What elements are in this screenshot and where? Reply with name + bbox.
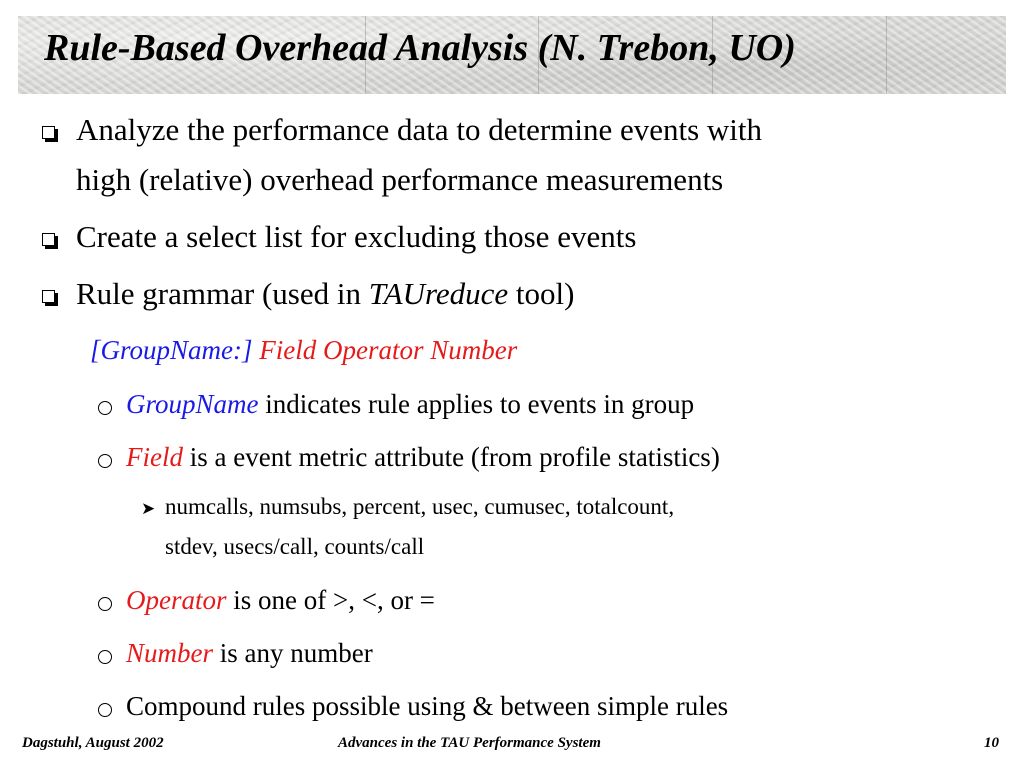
bullet-3-text-before: Rule grammar (used in <box>76 276 369 311</box>
term-groupname: GroupName <box>126 389 259 419</box>
circle-bullet-icon <box>98 401 112 415</box>
circle-bullet-icon <box>98 703 112 717</box>
circle-bullet-icon <box>98 454 112 468</box>
term-number: Number <box>126 638 213 668</box>
grammar-group: [GroupName:] <box>90 335 253 365</box>
square-bullet-icon <box>42 233 55 246</box>
bullet-1-line-2: high (relative) overhead performance measurements <box>76 162 724 197</box>
grammar-rest: Field Operator Number <box>259 335 518 365</box>
subbullet-number <box>126 638 373 669</box>
desc-groupname: indicates rule applies to events in group <box>258 389 695 419</box>
bullet-2: Create a select list for excluding those events <box>76 219 637 254</box>
subbullet-groupname <box>126 389 694 420</box>
subbullet-compound: Compound rules possible using & between simple rules <box>126 691 729 721</box>
square-bullet-icon <box>42 290 55 303</box>
circle-bullet-icon <box>98 650 112 664</box>
tool-name: TAUreduce <box>368 276 509 311</box>
slide-title: Rule-Based Overhead Analysis (N. Trebon, UO) <box>44 27 796 69</box>
footer-left: Dagstuhl, August 2002 <box>22 735 164 751</box>
term-field: Field <box>126 442 183 472</box>
desc-number: is any number <box>213 638 373 668</box>
square-bullet-icon <box>42 126 55 139</box>
arrow-bullet-icon: ➤ <box>141 499 156 518</box>
bullet-3-text-after: tool) <box>508 276 575 311</box>
grammar-line <box>90 335 517 366</box>
bullet-1-line-1: Analyze the performance data to determine events with <box>76 112 763 147</box>
desc-operator: is one of >, <, or = <box>226 585 435 615</box>
subbullet-operator <box>126 585 435 616</box>
footer-center: Advances in the TAU Performance System <box>338 735 601 751</box>
field-values-line-1: numcalls, numsubs, percent, usec, cumusec, totalcount, <box>165 494 675 519</box>
subbullet-field <box>126 442 720 473</box>
page-number: 10 <box>984 735 999 751</box>
circle-bullet-icon <box>98 597 112 611</box>
term-operator: Operator <box>126 585 227 615</box>
bullet-3 <box>76 276 574 312</box>
desc-field: is a event metric attribute (from profile statistics) <box>182 442 720 472</box>
field-values-line-2: stdev, usecs/call, counts/call <box>165 534 425 559</box>
